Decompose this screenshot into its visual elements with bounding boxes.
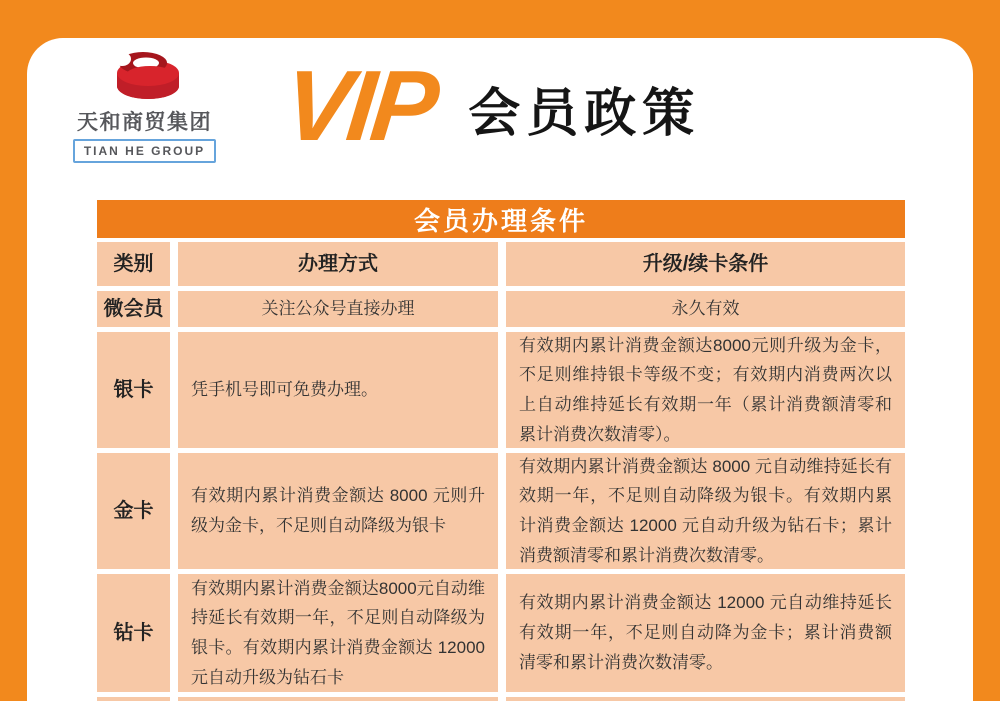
row-category-gold: 金卡 [97,453,170,569]
row-next-partial-cell [97,697,170,701]
page-title [279,50,701,162]
col-header-condition: 升级/续卡条件 [506,242,905,286]
row-condition-diamond [506,574,905,692]
row-condition-weihuiyuan: 永久有效 [506,291,905,327]
company-logo [67,46,222,163]
row-category-diamond: 钻卡 [97,574,170,692]
row-condition-gold-text: 有效期内累计消费金额达 8000 元自动维持延长有效期一年，不足则自动降级为银卡。有效期内累计消费金额达 12000 元自动升级为钻石卡；累计消费额清零和累计消费次数清零。 [519,456,892,565]
poster-card [27,38,973,701]
logo-text-cn: 天和商贸集团 [77,111,212,134]
row-method-gold [178,453,498,569]
logo-text-box [73,139,216,163]
col-header-method: 办理方式 [178,242,498,286]
col-header-category: 类别 [97,242,170,286]
vip-wordmark: VIP [279,50,441,162]
section-header-text: 会员办理条件 [413,205,588,236]
row-condition-diamond-text: 有效期内累计消费金额达 12000 元自动维持延长有效期一年，不足则自动降为金卡；累计消费额清零和累计消费次数清零。 [519,593,892,672]
row-next-partial-cell [506,697,905,701]
row-condition-silver [506,332,905,448]
logo-text-en: TIAN HE GROUP [83,144,206,158]
section-header-bar [97,200,905,238]
row-method-gold-text: 有效期内累计消费金额达 8000 元则升级为金卡，不足则自动降级为银卡 [191,486,485,535]
title-policy-text: 会员政策 [468,85,701,143]
row-method-silver: 凭手机号即可免费办理。 [178,332,498,448]
row-condition-silver-text: 有效期内累计消费金额达8000元则升级为金卡，不足则维持银卡等级不变；有效期内消费两次以上自动维持延长有效期一年（累计消费额清零和累计消费次数清零）。 [519,335,892,444]
row-category-weihuiyuan: 微会员 [97,291,170,327]
row-method-diamond [178,574,498,692]
row-condition-gold [506,453,905,569]
logo-ribbon-icon [110,46,180,104]
row-next-partial-cell [178,697,498,701]
membership-table [97,242,905,701]
row-method-weihuiyuan: 关注公众号直接办理 [178,291,498,327]
row-category-silver: 银卡 [97,332,170,448]
row-method-diamond-text: 有效期内累计消费金额达8000元自动维持延长有效期一年，不足则自动降级为银卡。有效期内累计消费金额达 12000 元自动升级为钻石卡 [191,578,485,687]
